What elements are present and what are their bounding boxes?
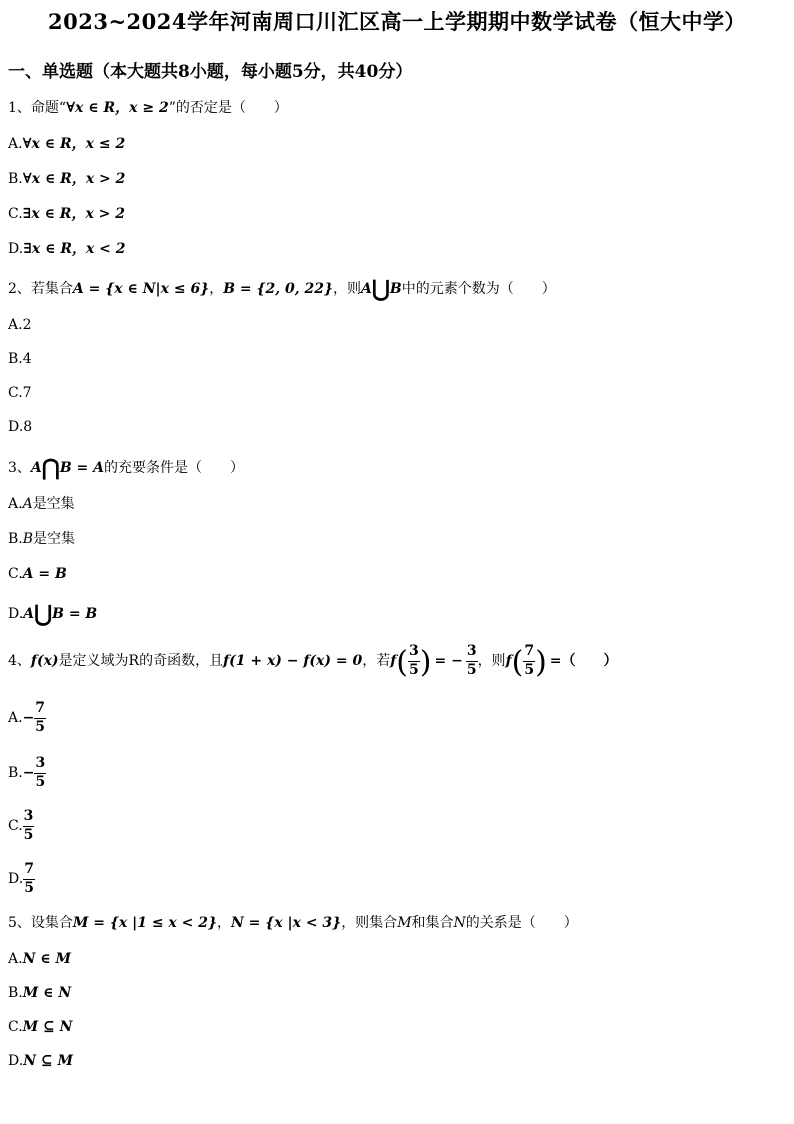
option-value: 8 [23,419,33,435]
q4-option-d[interactable] [8,861,35,897]
question-5 [8,916,578,930]
option-label: B. [8,531,23,547]
q4-option-c[interactable] [8,808,34,844]
option-expr: N ∈ M [22,951,71,967]
q5-prefix: 5、设集合 [8,915,73,931]
option-label: A. [8,710,23,726]
q3-prefix: 3、 [8,460,31,476]
q5-m: M [397,915,412,931]
q2-option-b[interactable] [8,352,32,366]
fraction-7-5: $\frac{7}{5}$ [524,643,535,678]
option-label: B. [8,351,23,367]
q3-option-a[interactable] [8,497,75,511]
left-paren: ( [396,645,408,680]
right-paren-2: ) [535,645,547,680]
q5-expr-n: N = {x |x < 3} [231,915,342,931]
q4-eq-neg: = − [434,653,463,669]
option-label: B. [8,765,23,781]
option-label: C. [8,385,23,401]
q2-prefix: 2、若集合 [8,281,73,297]
q3-option-c[interactable] [8,567,67,581]
q4-mid3: ，则 [477,653,506,669]
option-value: 4 [22,351,32,367]
q5-and: 和集合 [411,915,454,931]
question-3 [8,457,244,479]
option-expr: M ∈ N [22,985,72,1001]
option-fraction: $\frac{3}{5}$ [35,755,46,790]
option-expr: B = B [52,606,98,622]
q4-suffix: =（ ） [549,653,618,669]
option-label: B. [8,171,23,187]
question-2 [8,278,556,300]
option-label: D. [8,871,24,887]
q4-mid2: ，若 [362,653,391,669]
option-text: 是空集 [32,496,75,512]
q2-expr-a: A = {x ∈ N|x ≤ 6} [72,281,210,297]
q5-option-a[interactable] [8,952,71,966]
option-expr: M ⊆ N [22,1019,73,1035]
intersection-symbol: ⋂ [41,455,60,481]
q1-expr: ∀x ∈ R，x ≥ 2 [66,100,169,116]
q2-option-a[interactable] [8,318,31,332]
fraction-3-5: $\frac{3}{5}$ [409,643,419,678]
section-heading: 一、单选题（本大题共8小题，每小题5分，共40分） [8,62,413,82]
option-sign: − [22,710,35,726]
q4-option-b[interactable] [8,755,46,791]
q1-prefix: 1、命题“ [8,100,67,116]
q5-mid: ，则集合 [341,915,398,931]
q2-then: ，则 [332,281,361,297]
option-label: A. [8,317,23,333]
q4-equation: f(1 + x) − f(x) = 0 [223,653,363,669]
q2-expr-b: B = {2, 0, 22} [223,281,333,297]
q4-mid1: 是定义域为R的奇函数，且 [58,653,224,669]
question-1 [8,101,288,115]
option-text: 是空集 [33,531,76,547]
q1-option-d[interactable] [8,242,126,256]
left-paren-2: ( [511,645,524,680]
option-value: 2 [22,317,32,333]
q1-suffix: ”的否定是（ ） [168,100,288,116]
q5-option-c[interactable] [8,1020,72,1034]
option-label: B. [8,985,23,1001]
option-var: A [22,496,33,512]
option-label: D. [8,419,24,435]
q4-prefix: 4、 [8,653,31,669]
option-label: A. [8,496,23,512]
option-fraction: $\frac{3}{5}$ [23,808,34,843]
q5-option-b[interactable] [8,986,71,1000]
option-label: D. [8,241,24,257]
option-label: D. [8,1053,24,1069]
q4-option-a[interactable] [8,700,46,736]
q1-option-a[interactable] [8,137,125,151]
q2-comma: ， [209,281,224,297]
q5-n: N [453,915,466,931]
q5-suffix: 的关系是（ ） [465,915,578,931]
q2-option-d[interactable] [8,420,32,434]
q3-suffix: 的充要条件是（ ） [104,460,245,476]
option-value: 7 [22,385,32,401]
exam-title: 2023~2024学年河南周口川汇区高一上学期期中数学试卷（恒大中学） [48,9,746,34]
option-label: A. [8,951,23,967]
option-label: D. [8,606,24,622]
q2-set-b: B [389,281,402,297]
q4-f: f [390,653,397,669]
question-4 [8,643,618,683]
union-symbol: ⋃ [34,601,53,627]
fraction-3-5-rhs: $\frac{3}{5}$ [466,643,477,678]
q3-expr: B = A [59,460,105,476]
q3-option-d[interactable] [8,603,97,625]
option-label: A. [8,136,23,152]
option-label: C. [8,1019,23,1035]
option-expr: N ⊆ M [23,1053,73,1069]
option-expr: ∀x ∈ R，x ≤ 2 [22,136,126,152]
option-expr: ∃x ∈ R，x > 2 [22,206,126,222]
right-paren: ) [419,645,432,680]
option-sign: − [22,765,35,781]
option-set-a: A [23,606,35,622]
option-var: B [22,531,34,547]
q3-set-a: A [30,460,42,476]
option-fraction: $\frac{7}{5}$ [24,861,34,896]
option-expr: ∃x ∈ R，x < 2 [23,241,126,257]
q2-suffix: 中的元素个数为（ ） [401,281,556,297]
q1-option-b[interactable] [8,172,125,186]
q3-option-b[interactable] [8,532,75,546]
option-fraction: $\frac{7}{5}$ [35,700,46,735]
option-expr: A = B [22,566,67,582]
option-expr: ∀x ∈ R，x > 2 [22,171,126,187]
q2-option-c[interactable] [8,386,32,400]
q4-f2: f [505,653,512,669]
q2-set-a: A [360,281,372,297]
option-label: C. [8,818,23,834]
q5-expr-m: M = {x |1 ≤ x < 2} [72,915,218,931]
option-label: C. [8,206,23,222]
q5-comma: ， [217,915,232,931]
q4-fx: f(x) [30,653,59,669]
union-symbol: ⋃ [371,276,390,302]
q1-option-c[interactable] [8,207,125,221]
option-label: C. [8,566,23,582]
q5-option-d[interactable] [8,1054,73,1068]
